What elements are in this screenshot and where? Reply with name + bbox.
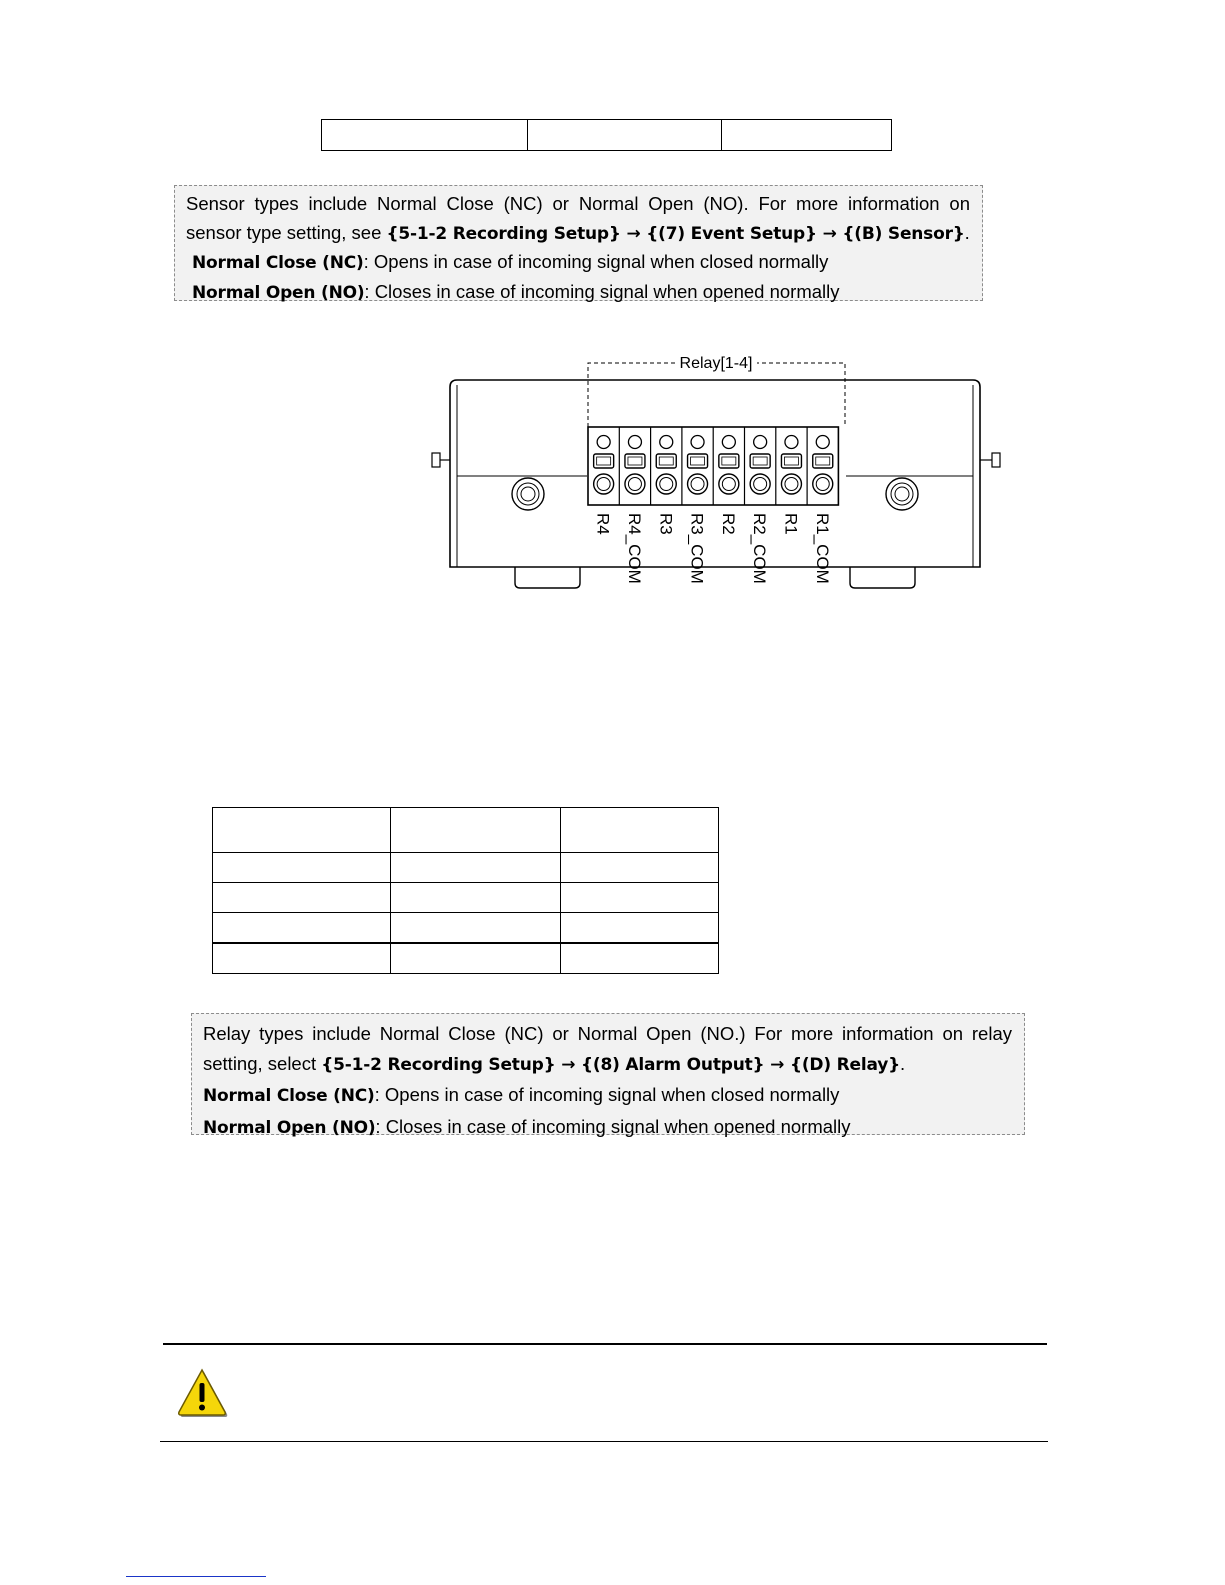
terminal-slot: [750, 436, 770, 495]
screw-icon: [886, 478, 918, 510]
terminal-slot: [688, 436, 708, 495]
arrow-icon: →: [620, 223, 647, 244]
sensor-ref-event-setup: {(7) Event Setup}: [646, 223, 817, 244]
nc-text: : Opens in case of incoming signal when closed normally: [374, 1084, 840, 1105]
relay-ref-relay: {(D) Relay}: [789, 1054, 900, 1075]
table-cell: [391, 883, 561, 913]
relay-group-label: Relay[1-4]: [679, 355, 753, 372]
terminal-label: R2_COM: [750, 513, 770, 584]
arrow-icon: →: [816, 223, 843, 244]
relay-table: [212, 807, 719, 974]
table-cell: [561, 808, 719, 853]
relay-note-line1: Relay types include Normal Close (NC) or Normal Open (NO.) For more information on relay: [203, 1023, 1012, 1044]
side-tab: [432, 453, 440, 467]
screw-icon: [512, 478, 544, 510]
terminal-label: R4_COM: [624, 513, 644, 584]
sensor-note-prefix: sensor type setting, see: [186, 221, 387, 243]
relay-nc-line: [203, 1080, 1012, 1112]
terminal-label: R3: [656, 513, 676, 535]
table-cell: [561, 883, 719, 913]
no-label: Normal Open (NO): [203, 1117, 376, 1138]
table-cell: [213, 808, 391, 853]
sensor-note-suffix: .: [964, 221, 970, 243]
sensor-no-line: [186, 278, 970, 308]
footer-link[interactable]: [126, 1576, 266, 1577]
sensor-note-box: [174, 185, 983, 301]
no-text: : Closes in case of incoming signal when opened normally: [364, 280, 840, 302]
table-cell: [391, 943, 561, 974]
table-cell: [528, 120, 722, 151]
sensor-note-line1: Sensor types include Normal Close (NC) or Normal Open (NO). For more information on: [186, 193, 970, 214]
relay-note-box: [191, 1013, 1025, 1138]
table-cell: [391, 808, 561, 853]
relay-ref-alarm-output: {(8) Alarm Output}: [581, 1054, 765, 1075]
relay-ref-recording-setup: {5-1-2 Recording Setup}: [321, 1054, 556, 1075]
table-cell: [213, 943, 391, 974]
terminal-label: R4: [593, 513, 613, 535]
table-cell: [391, 853, 561, 883]
no-label: Normal Open (NO): [192, 282, 365, 303]
arrow-icon: →: [555, 1054, 581, 1075]
relay-terminal-diagram: [420, 345, 1020, 605]
warning-bottom-rule: [160, 1441, 1048, 1442]
terminal-label: R3_COM: [687, 513, 707, 584]
relay-no-line: [203, 1112, 1012, 1144]
nc-text: : Opens in case of incoming signal when closed normally: [363, 251, 829, 272]
terminal-slot: [813, 436, 833, 495]
table-cell: [561, 853, 719, 883]
terminal-label: R2: [718, 513, 738, 535]
chassis-outline: [450, 380, 980, 567]
side-tab: [992, 453, 1000, 467]
sensor-ref-recording-setup: {5-1-2 Recording Setup}: [386, 223, 621, 244]
sensor-nc-line: [186, 248, 970, 278]
sensor-ref-sensor: {(B) Sensor}: [842, 223, 965, 244]
table-cell: [322, 120, 528, 151]
terminal-slot: [594, 436, 614, 495]
relay-note-prefix: setting, select: [203, 1052, 322, 1074]
foot: [515, 567, 580, 588]
table-cell: [391, 913, 561, 944]
sensor-note-line2: [186, 219, 970, 249]
relay-note-line2: [203, 1049, 1012, 1081]
table-cell: [213, 883, 391, 913]
relay-note-suffix: .: [900, 1052, 906, 1074]
terminal-slot: [781, 436, 801, 495]
table-cell: [561, 943, 719, 974]
arrow-icon: →: [764, 1054, 790, 1075]
table-cell: [722, 120, 892, 151]
table-cell: [213, 913, 391, 944]
top-table: [321, 119, 892, 151]
terminal-label: R1: [781, 513, 801, 535]
terminal-slot: [719, 436, 739, 495]
terminal-label: R1_COM: [812, 513, 832, 584]
nc-label: Normal Close (NC): [203, 1086, 375, 1106]
warning-top-rule: [163, 1343, 1047, 1345]
terminal-block: [588, 427, 838, 584]
table-cell: [561, 913, 719, 944]
nc-label: Normal Close (NC): [192, 253, 364, 273]
warning-icon: [176, 1366, 228, 1418]
no-text: : Closes in case of incoming signal when opened normally: [375, 1115, 851, 1137]
terminal-slot: [656, 436, 676, 495]
terminal-slot: [625, 436, 645, 495]
table-cell: [213, 853, 391, 883]
foot: [850, 567, 915, 588]
